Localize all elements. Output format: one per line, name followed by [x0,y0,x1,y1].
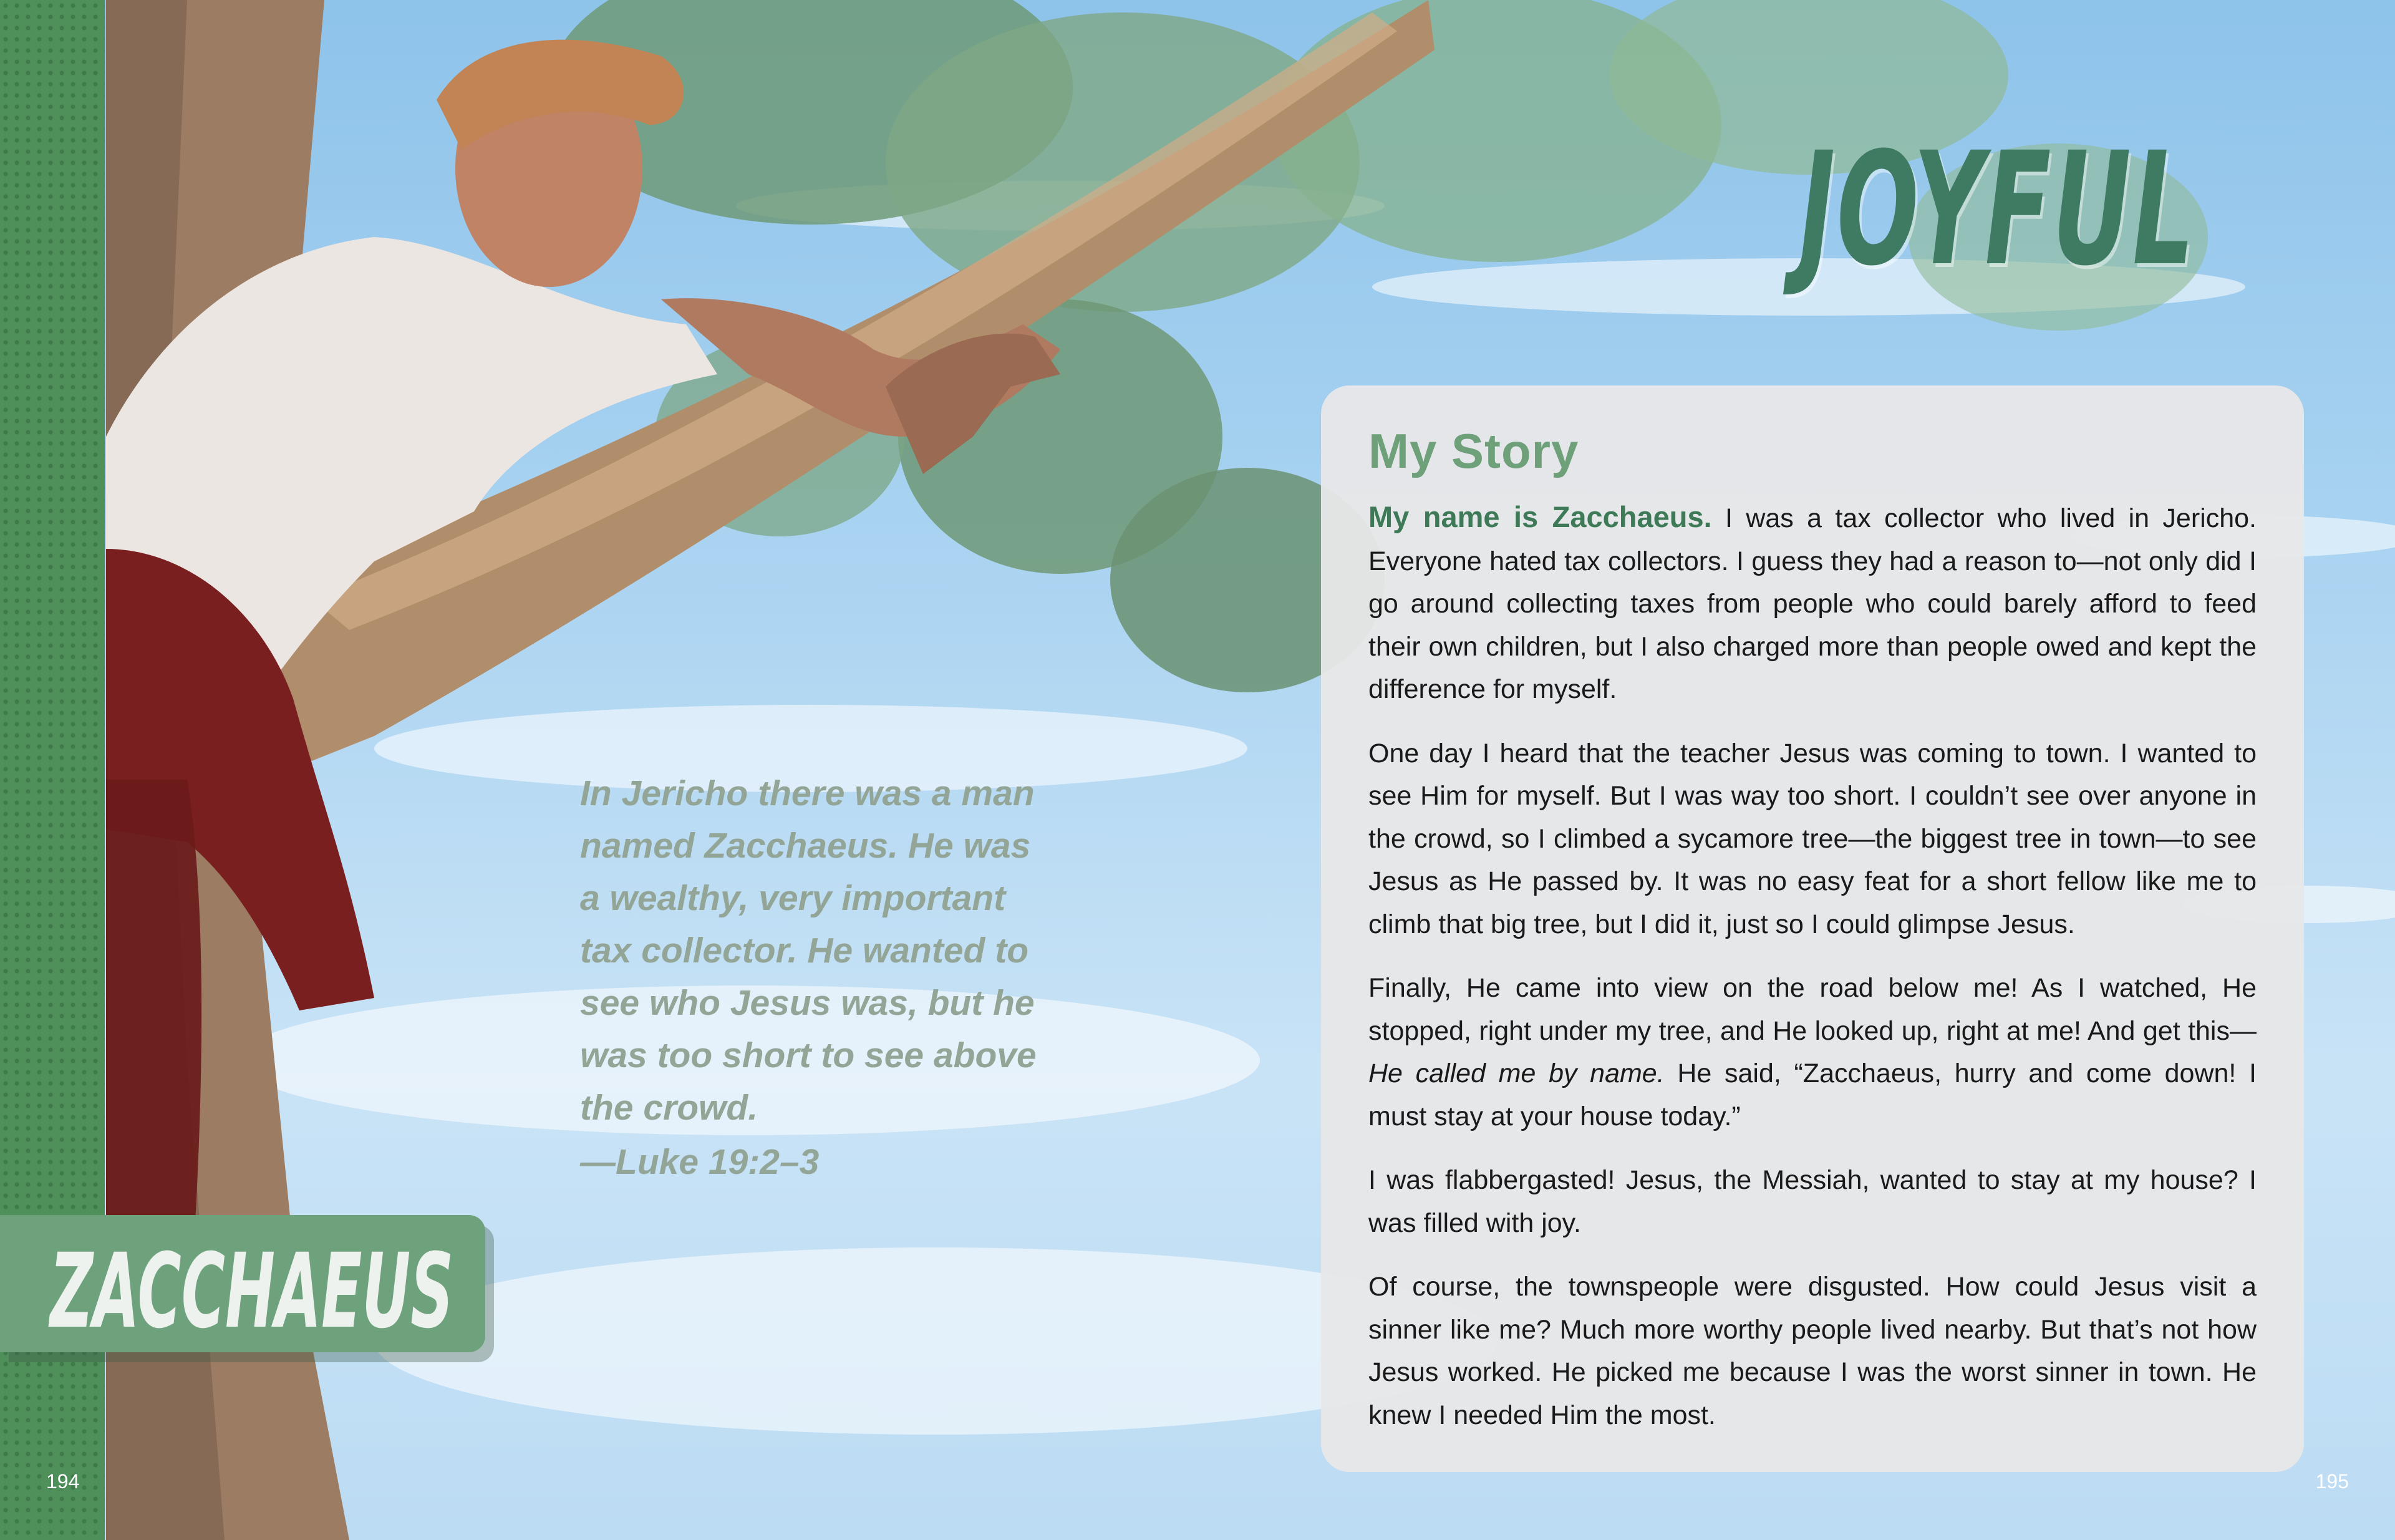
character-name: ZACCHAEUS [50,1231,454,1351]
story-paragraph-1 [1368,496,2257,711]
story-paragraph-3-text-b: He said, “Zacchaeus, hurry and come down! I must stay at your house today.” [1368,1058,2257,1131]
story-paragraph-5: Of course, the townspeople were disgusted. How could Jesus visit a sinner like me? Much more worthy people lived nearby. But that’s not how Jesus worked. He picked me because I was the worst sinner in town. He knew I needed Him the most. [1368,1272,2257,1430]
story-paragraph-3-emphasis: He called me by name. [1368,1058,1665,1088]
story-paragraph-3-text-a: Finally, He came into view on the road below me! As I watched, He stopped, right under my tree, and He looked up, right at me! And get this— [1368,973,2257,1046]
quote-text: In Jericho there was a man named Zacchaeus. He was a wealthy, very important tax collector. He wanted to see who Jesus was, but he was too short to see above the crowd. [580,773,1037,1128]
my-story-panel [1321,385,2304,1472]
story-paragraph-3 [1368,967,2257,1138]
page-number-left: 194 [46,1470,80,1493]
quote-reference: —Luke 19:2–3 [580,1142,820,1182]
character-name-tag [0,1215,485,1352]
page-number-right: 195 [2315,1470,2349,1493]
story-paragraph-2: One day I heard that the teacher Jesus was coming to town. I wanted to see Him for myself. But I was way too short. I couldn’t see over anyone in the crowd, so I climbed a sycamore tree—the biggest tree in town—to see Jesus as He passed by. It was no easy feat for a short fellow like me to climb that big tree, but I did it, just so I could glimpse Jesus. [1368,738,2257,939]
story-paragraph-1-text: I was a tax collector who lived in Jericho. Everyone hated tax collectors. I guess they had a reason to—not only did I go around collecting taxes from people who could barely afford to feed their own children, but I also charged more than people owed and kept the difference for myself. [1368,503,2257,704]
page-title: JOYFUL [1799,119,2195,300]
story-heading: My Story [1368,424,1579,478]
scripture-quote [580,767,1054,1183]
story-lead: My name is Zacchaeus. [1368,500,1712,533]
story-paragraph-4: I was flabbergasted! Jesus, the Messiah, wanted to stay at my house? I was filled with joy. [1368,1165,2257,1238]
